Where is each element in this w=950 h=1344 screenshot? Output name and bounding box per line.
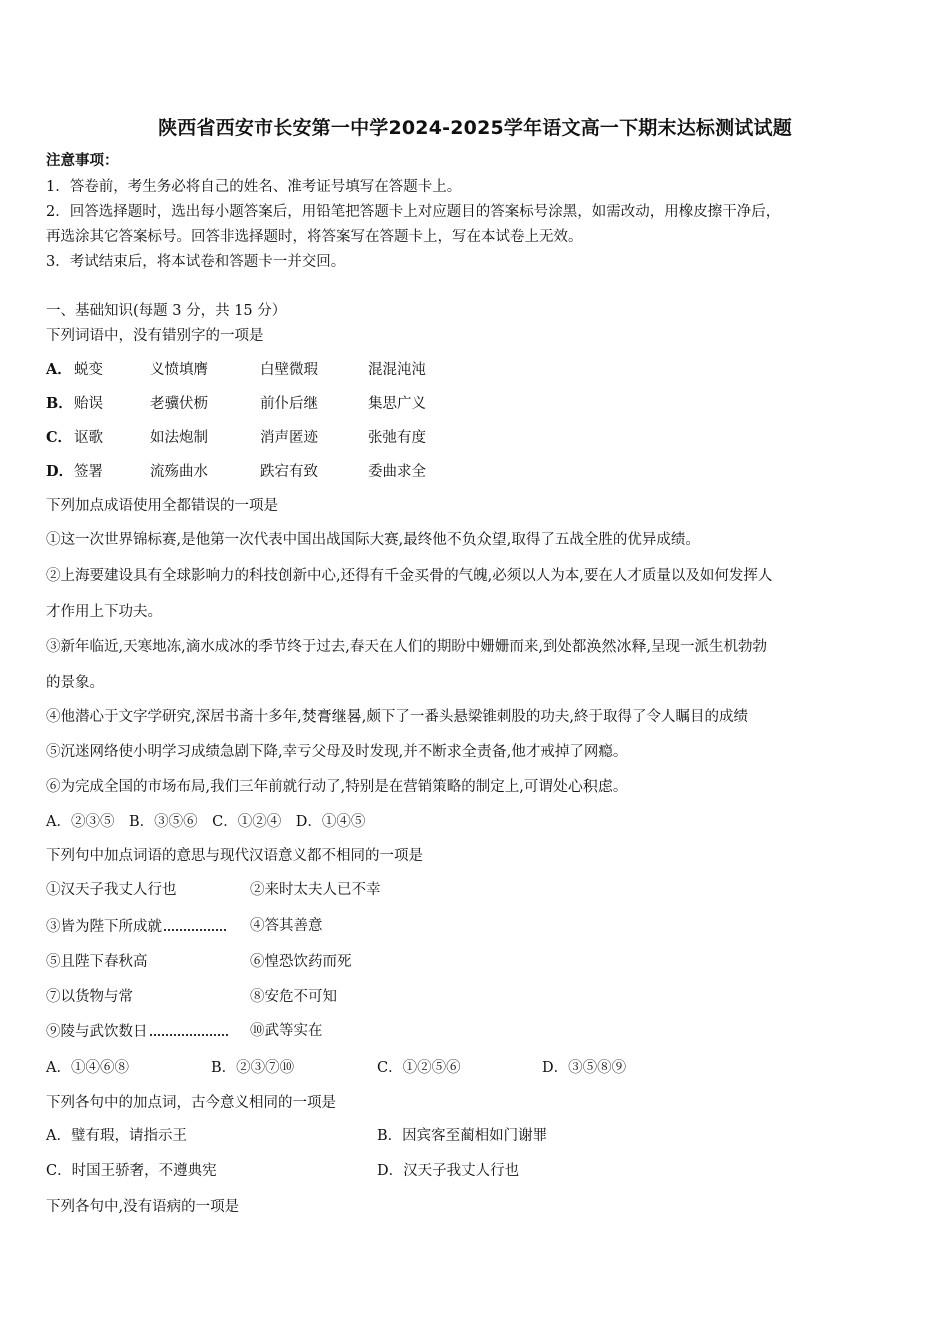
q3-option: C．①②⑤⑥ [377,1060,461,1076]
idiom: 求全责备 [446,742,507,760]
page-title: 陕西省西安市长安第一中学2024-2025学年语文高一下期末达标测试试题 [158,117,792,139]
idiom: 处心积虑 [552,777,613,795]
q2-item: ⑤沉迷网络使小明学习成绩急剧下降,幸亏父母及时发现,并不断求全责备,他才戒掉了网瘾。 [46,742,628,760]
q2-item-cont: 的景象。 [46,675,104,691]
option-word: 白壁微瑕 [260,362,318,378]
q2-item: ①这一次世界锦标赛,是他第一次代表中国出战国际大赛,最终他不负众望,取得了五战全胜的优异成绩。 [46,530,700,548]
notes-item: 再选涂其它答案标号。回答非选择题时，将答案写在答题卡上，写在本试卷上无效。 [46,229,583,245]
option-word: 消声匿迹 [260,430,318,446]
notes-heading: 注意事项： [46,152,119,169]
option-word: 集思广义 [368,396,426,412]
q4-stem: 下列各句中的加点词，古今意义相同的一项是 [46,1095,336,1111]
notes-item: 1．答卷前，考生务必将自己的姓名、准考证号填写在答题卡上。 [46,179,462,195]
q3-option: A．①④⑥⑧ [46,1060,129,1076]
q3-stem: 下列句中加点词语的意思与现代汉语意义都不相同的一项是 [46,848,423,864]
q4-option-a: A．璧有瑕，请指示王 [46,1128,187,1144]
option-label: D． [46,463,74,480]
q4-option-c: C．时国王骄奢，不遵典宪 [46,1163,217,1179]
q2-item-cont: 才作用上下功夫。 [46,604,162,620]
q2-options: A．②③⑤ B．③⑤⑥ C．①②④ D．①④⑤ [46,814,366,830]
idiom: 千金买骨 [384,566,445,584]
option-word: 义愤填膺 [150,362,208,378]
option-word: 委曲求全 [368,464,426,480]
option-word: 蜕变 [74,362,103,378]
option-word: 前仆后继 [260,396,318,412]
option-label: C． [46,429,73,446]
dotted-leader [150,1022,228,1036]
q2-item: ③新年临近,天寒地冻,滴水成冰的季节终于过去,春天在人们的期盼中姗姗而来,到处都涣然冰释,呈现一派生机勃勃 [46,637,768,655]
section-heading: 一、基础知识(每题 3 分，共 15 分） [46,303,287,319]
option-word: 讴歌 [74,430,103,446]
q1-stem: 下列词语中，没有错别字的一项是 [46,328,264,344]
q3-option: B．②③⑦⑩ [211,1060,295,1076]
option-word: 跌宕有致 [260,464,318,480]
option-word: 贻误 [74,396,103,412]
q2-item: ⑥为完成全国的市场布局,我们三年前就行动了,特别是在营销策略的制定上,可谓处心积虑。 [46,777,628,795]
idiom: 焚膏继晷 [301,707,362,725]
q3-left-item: ①汉天子我丈人行也 [46,882,177,898]
q3-right-item: ②来时太夫人已不幸 [250,882,381,898]
q3-left-item: ③皆为陛下所成就 [46,917,226,936]
q5-stem: 下列各句中,没有语病的一项是 [46,1199,240,1215]
idiom: 涣然冰释 [586,637,647,655]
option-word: 如法炮制 [150,430,208,446]
q3-left-item: ⑤且陛下春秋高 [46,954,148,970]
notes-item: 2．回答选择题时，选出每小题答案后，用铅笔把答题卡上对应题目的答案标号涂黑，如需改动，用橡皮擦干净后， [46,204,781,220]
option-word: 老骥伏枥 [150,396,208,412]
q2-item: ④他潜心于文字学研究,深居书斋十多年,焚膏继晷,颇下了一番头悬梁锥刺股的功夫,終于取得了令人瞩目的成绩 [46,707,748,725]
q3-right-item: ⑩武等实在 [250,1023,323,1039]
idiom: 不负众望 [446,530,507,548]
q4-option-d: D．汉天子我丈人行也 [377,1163,520,1179]
q3-left-item: ⑨陵与武饮数日 [46,1022,228,1041]
dotted-leader [164,917,226,931]
option-word: 张弛有度 [368,430,426,446]
q3-right-item: ⑥惶恐饮药而死 [250,954,352,970]
q2-item: ②上海要建设具有全球影响力的科技创新中心,还得有千金买骨的气魄,必须以人为本,要在人才质量以及如何发挥人 [46,566,773,584]
notes-item: 3．考试结束后，将本试卷和答题卡一并交回。 [46,254,346,270]
option-word: 签署 [74,464,103,480]
q2-stem: 下列加点成语使用全都错误的一项是 [46,498,278,514]
q3-right-item: ④答其善意 [250,918,323,934]
option-word: 流殇曲水 [150,464,208,480]
q3-left-item: ⑦以货物与常 [46,989,133,1005]
q3-right-item: ⑧安危不可知 [250,989,337,1005]
q3-option: D．③⑤⑧⑨ [542,1060,627,1076]
option-word: 混混沌沌 [368,362,426,378]
option-label: B． [46,395,73,412]
option-label: A． [46,361,72,378]
q4-option-b: B．因宾客至蔺相如门谢罪 [377,1128,548,1144]
